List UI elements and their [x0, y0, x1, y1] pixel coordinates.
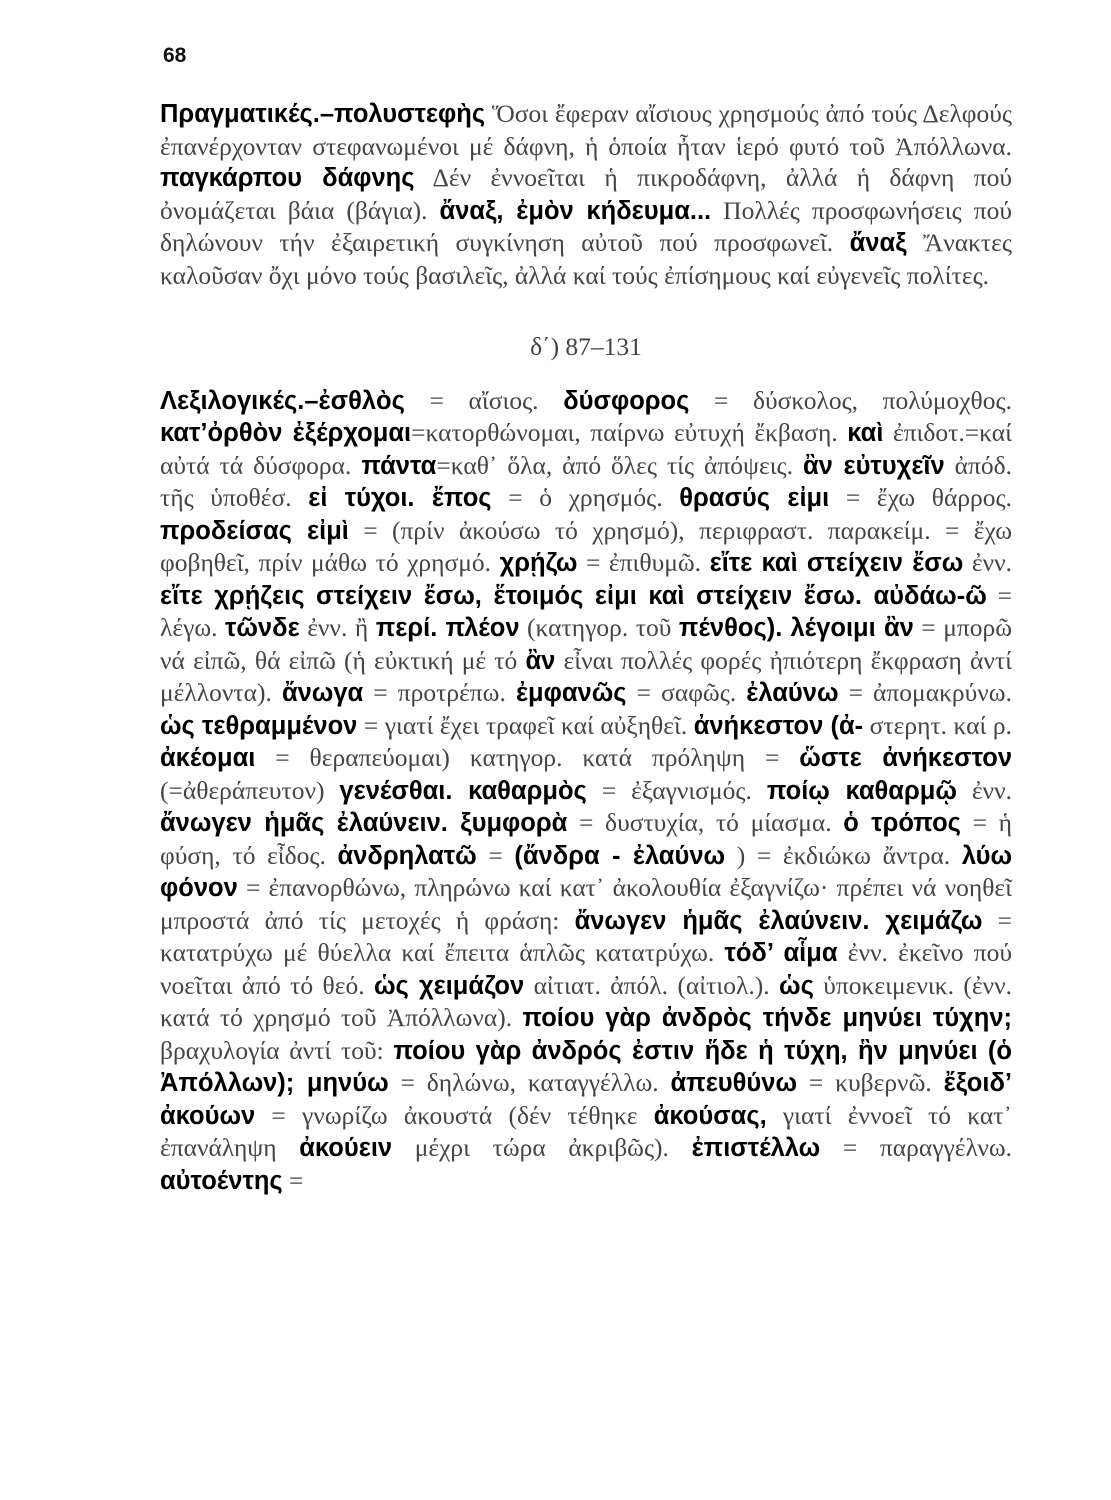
lemma-term: λύω φόνον [160, 841, 1013, 902]
lemma-term: προδείσας εἰμὶ [160, 516, 349, 545]
gloss-text: ἀπόδ. τῆς ὑποθέσ. [160, 450, 1012, 512]
paragraph-lexilogikes [160, 385, 1012, 1198]
gloss-text: = προτρέπω. [363, 678, 516, 707]
paragraph-pragmatikes [160, 98, 1012, 291]
lemma-term: χρῄζω [499, 549, 578, 577]
gloss-text: εἶναι πολλές φορές ἠπιότερη ἔκφραση ἀντί μέλλοντα). [160, 645, 1012, 707]
gloss-text: = ἀπομακρύνω. [838, 678, 1012, 707]
lemma-term: γενέσθαι. καθαρμὸς [339, 776, 587, 805]
gloss-text: = δύσκολος, πολύμοχθος. [689, 385, 1012, 415]
gloss-text: = θεραπεύομαι) κατηγορ. κατά πρόληψη = [255, 743, 800, 772]
lemma-term: ἐμφανῶς [515, 679, 627, 707]
lemma-term: ἀκούειν [299, 1134, 393, 1162]
lemma-term: ἐλαύνω [746, 679, 839, 707]
lemma-term: ἐπιστέλλω [691, 1134, 821, 1162]
gloss-text: στερητ. καί ρ. [863, 710, 1012, 740]
lemma-term: περί. πλέον [375, 614, 520, 642]
lemma-term: ἀνήκεστον (ἀ- [693, 711, 864, 740]
gloss-text: ὑποκειμενικ. (ἐνν. κατά τό χρησμό τοῦ Ἀπόλλωνα). [160, 970, 1012, 1032]
lemma-term: παγκάρπου δάφνης [160, 164, 415, 192]
lemma-term: (ἄνδρα - ἐλαύνω [514, 841, 726, 870]
gloss-text: = [282, 1165, 304, 1195]
gloss-text: = λέγω. [160, 580, 1012, 642]
commentary-body [160, 98, 1012, 1197]
lemma-term: Πραγματικές.–πολυστεφὴς [160, 100, 486, 128]
gloss-text: ἐνν. [956, 775, 1012, 805]
lemma-term: ἔξοιδ’ ἀκούων [160, 1069, 1012, 1130]
gloss-text: ἐνν. ἢ [299, 613, 376, 642]
gloss-text: μέχρι τώρα ἀκριβῶς). [392, 1133, 692, 1162]
lemma-term: ποίῳ καθαρμῷ [766, 776, 957, 805]
gloss-text: (κατηγορ. τοῦ [519, 613, 679, 642]
lemma-term: ἂν εὐτυχεῖν [802, 451, 945, 480]
lemma-term: ὡς χειμάζον [374, 971, 525, 1000]
gloss-text: = ἐπιθυμῶ. [577, 548, 710, 577]
lemma-term: ἀπευθύνω [670, 1069, 797, 1097]
lemma-term: ὡς τεθραμμένον [160, 711, 358, 740]
lemma-term: ἀκέομαι [160, 744, 256, 772]
gloss-text: = ὁ χρησμός. [491, 483, 680, 512]
lemma-term: εἰ τύχοι. ἔπος [308, 484, 492, 512]
lemma-term: ποίου γὰρ ἀνδρός ἐστιν ἥδε ἡ τύχη, ἣν μηνύει (ὁ Ἀπόλλων); μηνύω [160, 1036, 1013, 1097]
gloss-text: = κυβερνῶ. [797, 1068, 944, 1097]
gloss-text: ) = ἐκδιώκω ἄντρα. [725, 840, 962, 870]
lemma-term: Λεξιλογικές.–ἐσθλὸς [160, 386, 405, 415]
gloss-text: = (πρίν ἀκούσω τό χρησμό), περιφραστ. παρακείμ. = ἔχω φοβηθεῖ, πρίν μάθω τό χρησμό. [160, 515, 1012, 577]
gloss-text: Ὅσοι ἔφεραν αἴσιους χρησμούς ἀπό τούς Δελφούς ἐπανέρχονταν στεφανωμένοι μέ δάφνη, ἡ ὁποία ἦταν ἱερό φυτό τοῦ Ἀπόλλωνα. [160, 99, 1012, 161]
lemma-term: ὡς [779, 971, 814, 1000]
gloss-text: = μπορῶ νά εἰπῶ, θά εἰπῶ (ἡ εὐκτική μέ τό [160, 613, 1013, 675]
lemma-term: ἀκούσας, [653, 1101, 767, 1130]
lemma-term: ἄναξ [849, 229, 907, 257]
gloss-text: γιατί ἐννοεῖ τό κατ᾽ ἐπανάληψη [160, 1100, 1012, 1162]
gloss-text: = αἴσιος. [404, 385, 564, 415]
gloss-text: = ἔχω θάρρος. [829, 483, 1012, 512]
gloss-text: = [476, 840, 515, 870]
lemma-term: ἄνωγεν ἡμᾶς ἐλαύνειν. χειμάζω [574, 906, 983, 935]
gloss-text: Δέν ἐννοεῖται ἡ πικροδάφνη, ἀλλά ἡ δάφνη πού ὀνομάζεται βάια (βάγια). [160, 163, 1012, 225]
gloss-text: = ἡ φύση, τό εἶδος. [160, 808, 1012, 870]
lemma-term: πάντα [361, 451, 437, 480]
lemma-term: ἀνδρηλατῶ [337, 841, 477, 870]
lemma-term: πένθος). λέγοιμι ἂν [678, 614, 914, 642]
gloss-text: Πολλές προσφωνήσεις πού δηλώνουν τήν ἐξαιρετική συγκίνηση αὐτοῦ πού προσφωνεῖ. [160, 195, 1012, 257]
gloss-text: Ἄνακτες καλοῦσαν ὄχι μόνο τούς βασιλεῖς, ἀλλά καί τούς ἐπίσημους καί εὐγενεῖς πολίτες. [160, 228, 1012, 290]
gloss-text: =καθ᾽ ὅλα, ἀπό ὅλες τίς ἀπόψεις. [436, 450, 803, 480]
lemma-term: ποίου γὰρ ἀνδρὸς τήνδε μηνύει τύχην; [522, 1004, 1012, 1032]
gloss-text: = γιατί ἔχει τραφεῖ καί αὐξηθεῖ. [357, 710, 694, 740]
lemma-term: κατ’ὀρθὸν ἐξέρχομαι [160, 419, 412, 447]
gloss-text: = παραγγέλνω. [820, 1133, 1013, 1162]
lemma-term: τόδ’ αἷμα [724, 939, 838, 967]
gloss-text: = δηλώνω, καταγγέλλω. [388, 1068, 671, 1097]
lemma-term: αὐτοέντης [160, 1166, 283, 1195]
lemma-term: ὁ τρόπος [843, 809, 961, 837]
gloss-text: βραχυλογία ἀντί τοῦ: [160, 1035, 394, 1065]
gloss-text: ἐπιδοτ.=καί αὐτά τά δύσφορα. [160, 418, 1013, 480]
lemma-term: ὥστε ἀνήκεστον [799, 744, 1013, 772]
lemma-term: τῶνδε [225, 614, 300, 642]
gloss-text: = δυστυχία, τό μίασμα. [567, 808, 844, 837]
gloss-text: = σαφῶς. [626, 678, 747, 707]
lemma-term: εἴτε καὶ στείχειν ἔσω [709, 549, 964, 577]
gloss-text: = γνωρίζω ἀκουστά (δέν τέθηκε [255, 1100, 654, 1130]
lemma-term: ἄνωγεν ἡμᾶς ἐλαύνειν. ξυμφορὰ [160, 809, 568, 837]
gloss-text: = ἐξαγνισμός. [586, 775, 767, 805]
gloss-text: (=ἀθεράπευτον) [160, 775, 340, 805]
section-heading: δ΄) 87–131 [530, 332, 642, 361]
gloss-text: ἐνν. [963, 548, 1012, 577]
gloss-text: =κατορθώνομαι, παίρνω εὐτυχή ἔκβαση. [411, 418, 848, 447]
gloss-text: ἐνν. ἐκεῖνο πού νοεῖται ἀπό τό θεό. [160, 938, 1012, 1000]
lemma-term: θρασύς εἰμι [679, 484, 830, 512]
page-number: 68 [163, 44, 187, 67]
gloss-text: = ἐπανορθώνω, πληρώνω καί κατ᾽ ἀκολουθία ἐξαγνίζω· πρέπει νά νοηθεῖ μπροστά ἀπό τίς μετοχές ἡ φράση: [160, 873, 1012, 935]
lemma-term: ἄναξ, ἐμὸν κήδευμα... [439, 196, 712, 225]
gloss-text: = κατατρύχω μέ θύελλα καί ἔπειτα ἁπλῶς κατατρύχω. [160, 905, 1013, 967]
lemma-term: ἂν [525, 646, 556, 675]
lemma-term: εἴτε χρῄζεις στείχειν ἔσω, ἕτοιμός εἰμι καὶ στείχειν ἔσω. αὐδάω-ῶ [160, 581, 987, 610]
lemma-term: καὶ [847, 419, 884, 447]
lemma-term: δύσφορος [563, 386, 690, 415]
lemma-term: ἄνωγα [281, 679, 364, 707]
gloss-text: αἰτιατ. ἀπόλ. (αἰτιολ.). [524, 970, 780, 1000]
